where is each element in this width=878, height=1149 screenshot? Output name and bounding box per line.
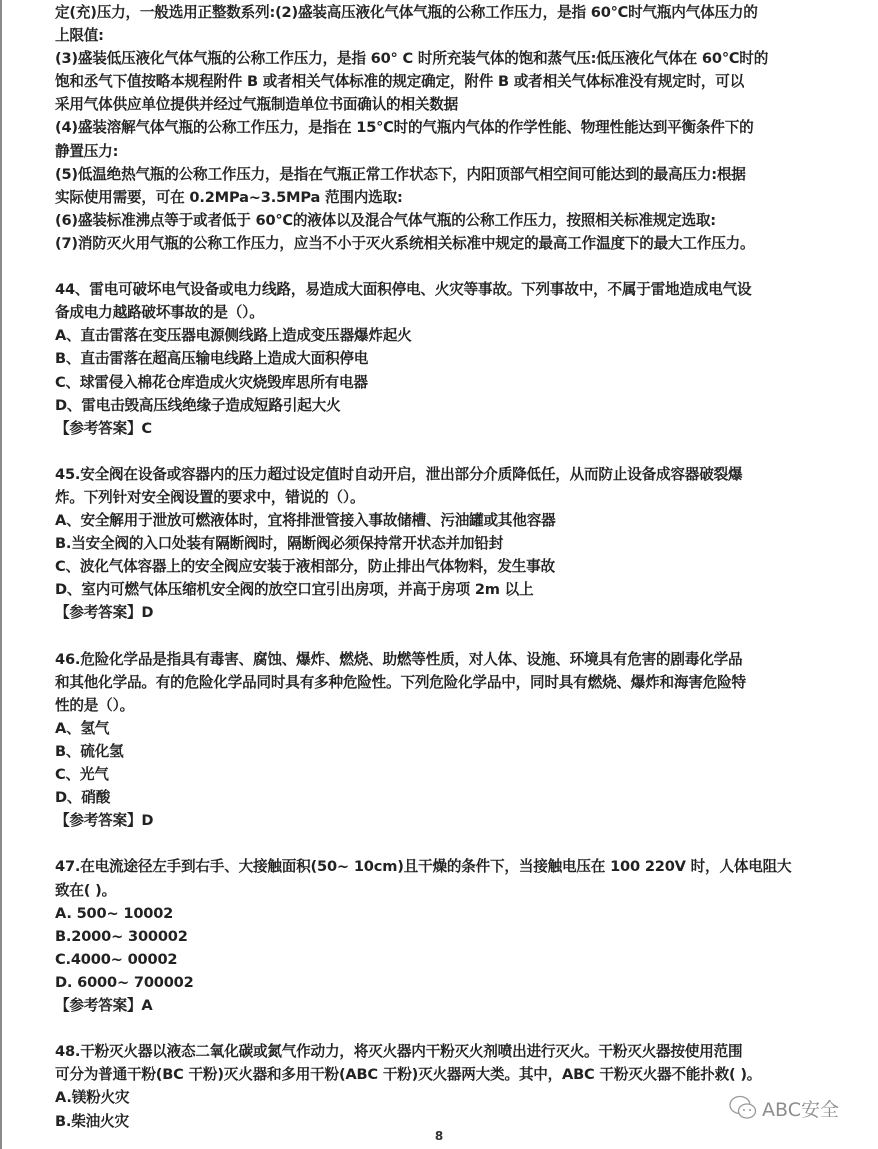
option-line: C、光气 [55,766,109,784]
continued-paragraph [55,1,845,255]
option-line: D. 6000~ 700002 [55,973,194,991]
option-line: B.当安全阀的入口处装有隔断阀时，隔断阀必须保持常开状态并加铅封 [55,535,504,553]
text-line: 可分为普通干粉(BC 干粉)灭火器和多用干粉(ABC 干粉)灭火器两大类。其中，ABC 干粉灭火器不能扑救( )。 [55,1066,762,1084]
option-line: D、硝酸 [55,789,111,807]
option-line: C、球雷侵入棉花仓库造成火灾烧毁库思所有电器 [55,373,368,391]
text-line: 静置压力: [55,142,119,160]
option-line: A.镁粉火灾 [55,1089,130,1107]
text-line: (3)盛装低压液化气体气瓶的公称工作压力，是指 60° C 时所充装气体的饱和蒸气压:低压液化气体在 60℃时的 [55,50,769,68]
blank-line [55,625,845,648]
text-line: (7)消防灭火用气瓶的公称工作压力，应当不小于灭火系统相关标准中规定的最高工作温度下的最大工作压力。 [55,234,755,252]
option-line: B.2000~ 300002 [55,927,188,945]
answer-line: 【参考答案】D [55,812,154,830]
text-line: 和其他化学品。有的危险化学品同时具有多种危险性。下列危险化学品中，同时具有燃烧、爆炸和海害危险特 [55,673,746,691]
question-stem: 45.安全阀在设备或容器内的压力超过设定值时自动开启，泄出部分介质降低任，从而防止设备成容器破裂爆 [55,465,743,483]
text-line: 实际使用需要，可在 0.2MPa~3.5MPa 范围内选取: [55,188,403,206]
answer-line: 【参考答案】C [55,419,152,437]
blank-line [55,832,845,855]
option-line: B.柴油火灾 [55,1112,129,1130]
watermark [728,1094,839,1122]
watermark-text: ABC安全 [762,1098,839,1121]
text-line: (5)低温绝热气瓶的公称工作压力，是指在气瓶正常工作状态下，内阳顶部气相空间可能达到的最高压力:根据 [55,165,746,183]
text-line: 炸。下列针对安全阀设置的要求中，错说的（）。 [55,488,365,506]
blank-line [55,1017,845,1040]
option-line: B、直击雷落在超高压输电线路上造成大面积停电 [55,350,369,368]
option-line: D、室内可燃气体压缩机安全阀的放空口宜引出房项，并高于房项 2m 以上 [55,581,534,599]
text-line: 定(充)压力，一般选用正整数系列:(2)盛装高压液化气体气瓶的公称工作压力，是指 60℃时气瓶内气体压力的 [55,4,758,21]
question-stem: 47.在电流途径左手到右手、大接触面积(50~ 10cm)且干燥的条件下，当接触电压在 100 220V 时，人体电阻大 [55,858,792,876]
question-stem: 48.干粉灭火器以液态二氧化碳或氮气作动力，将灭火器内干粉灭火剂喷出进行灭火。干粉灭火器按使用范围 [55,1043,743,1061]
blank-line [55,255,845,278]
question-44 [55,278,845,440]
option-line: A、氢气 [55,719,110,737]
answer-line: 【参考答案】A [55,997,153,1015]
option-line: C.4000~ 00002 [55,950,178,968]
question-46 [55,648,845,833]
option-line: C、波化气体容器上的安全阀应安装于液相部分，防止排出气体物料，发生事故 [55,558,555,576]
option-line: D、雷电击毁高压线绝缘子造成短路引起大火 [55,396,341,414]
question-45 [55,463,845,625]
text-line: 备成电力越路破坏事故的是（）。 [55,304,264,322]
option-line: A、安全解用于泄放可燃液体时，宜将排泄管接入事故储槽、污油罐或其他容器 [55,512,556,530]
text-line: (4)盛装溶解气体气瓶的公称工作压力，是指在 15℃时的气瓶内气体的作学性能、物理性能达到平衡条件下的 [55,119,754,137]
option-line: A. 500~ 10002 [55,904,174,922]
text-line: 性的是（）。 [55,696,135,714]
question-48 [55,1040,845,1132]
text-line: 上限值: [55,27,104,45]
document-body [55,1,845,1133]
text-line: (6)盛装标准沸点等于或者低于 60℃的液体以及混合气体气瓶的公称工作压力，按照相关标准规定选取: [55,211,716,229]
text-line: 饱和丞气下值按略本规程附件 B 或者相关气体标准的规定确定，附件 B 或者相关气体标准没有规定时，可以 [55,73,745,91]
option-line: A、直击雷落在变压器电源侧线路上造成变压器爆炸起火 [55,327,412,345]
blank-line [55,440,845,463]
question-stem: 46.危险化学品是指具有毒害、腐蚀、爆炸、燃烧、助燃等性质，对人体、设施、环境具有危害的剧毒化学品 [55,650,743,668]
text-line: 采用气体供应单位提供并经过气瓶制造单位书面确认的相关数据 [55,96,459,114]
question-stem: 44、雷电可破坏电气设备或电力线路，易造成大面积停电、火灾等事故。下列事故中，不属于雷地造成电气设 [55,281,752,299]
wechat-icon [728,1094,758,1122]
page-left-border [0,0,2,1149]
question-47 [55,855,845,1017]
answer-line: 【参考答案】D [55,604,154,622]
option-line: B、硫化氢 [55,743,124,760]
text-line: 致在( )。 [55,881,117,899]
page-number: 8 [434,1129,444,1143]
